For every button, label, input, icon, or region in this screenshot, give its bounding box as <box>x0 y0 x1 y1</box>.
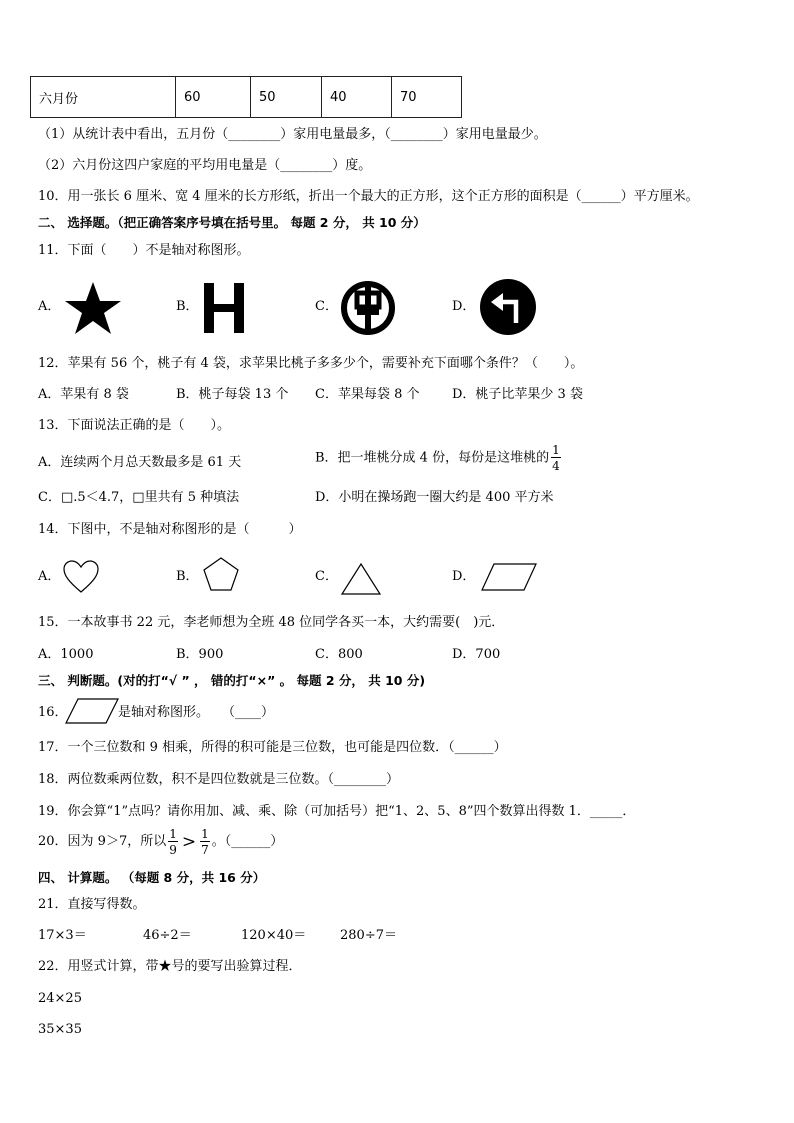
q21-item: 46÷2＝ <box>143 928 192 943</box>
q13-option-d: D．小明在操场跑一圈大约是 400 平方米 <box>315 490 554 505</box>
fraction-numerator: 1 <box>169 827 177 841</box>
q11-option-a: A． <box>38 299 61 314</box>
star-icon <box>60 280 126 336</box>
q12-stem: 12．苹果有 56 个，桃子有 4 袋，求苹果比桃子多多少个，需要补充下面哪个条件？（ ）。 <box>38 356 584 371</box>
q21-stem: 21．直接写得数。 <box>38 897 146 912</box>
q9-sub2: （2）六月份这四户家庭的平均用电量是（________）度。 <box>38 158 372 173</box>
fraction-denominator: 7 <box>201 843 209 857</box>
letter-h-icon <box>200 281 248 335</box>
q15-option-a: A．1000 <box>38 647 94 662</box>
table-cell: 70 <box>392 77 462 118</box>
fraction-numerator: 1 <box>201 827 209 841</box>
stat-table <box>30 76 462 118</box>
q15-stem: 15．一本故事书 22 元，李老师想为全班 48 位同学各买一本，大约需要( )元． <box>38 615 505 630</box>
fraction <box>168 828 178 856</box>
q15-option-c: C．800 <box>315 647 363 662</box>
fraction-denominator: 4 <box>552 459 560 473</box>
fraction-numerator: 1 <box>552 443 560 457</box>
q21-item: 280÷7＝ <box>340 928 397 943</box>
q22-item: 24×25 <box>38 991 82 1006</box>
q11-option-b: B． <box>176 299 199 314</box>
q11-stem: 11．下面（ ）不是轴对称图形。 <box>38 243 250 258</box>
q9-sub1: （1）从统计表中看出，五月份（________）家用电量最多，（________）家用电量最少。 <box>38 127 547 142</box>
q18-text: 18．两位数乘两位数，积不是四位数就是三位数。（________） <box>38 772 400 787</box>
q13-option-c: C．□.5＜4.7，□里共有 5 种填法 <box>38 490 240 505</box>
fraction-denominator: 9 <box>169 843 177 857</box>
q16-text: 是轴对称图形。 （____） <box>118 705 275 720</box>
q16-number: 16． <box>38 705 68 720</box>
parallelogram-icon <box>64 697 120 725</box>
q21-item: 17×3＝ <box>38 928 87 943</box>
bank-logo-icon <box>340 280 396 336</box>
q14-option-b: B． <box>176 569 199 584</box>
table-cell: 六月份 <box>31 77 176 118</box>
q22-item: 35×35 <box>38 1022 82 1037</box>
q12-option-d: D．桃子比苹果少 3 袋 <box>452 387 583 402</box>
q20-text <box>38 828 283 856</box>
q19-text: 19．你会算“1”点吗？请你用加、减、乘、除（可加括号）把“1、2、5、8”四个数算出得数 1．_____． <box>38 804 636 819</box>
fraction <box>200 828 210 856</box>
table-row <box>31 77 462 118</box>
q13-option-b <box>315 444 563 472</box>
section4-heading: 四、 计算题。 （每题 8 分，共 16 分） <box>38 870 266 885</box>
q21-item: 120×40＝ <box>241 928 307 943</box>
q13-option-a: A．连续两个月总天数最多是 61 天 <box>38 455 242 470</box>
table-cell: 60 <box>176 77 251 118</box>
section2-heading: 二、 选择题。（把正确答案序号填在括号里。 每题 2 分， 共 10 分） <box>38 215 426 230</box>
q14-option-a: A． <box>38 569 61 584</box>
fraction <box>551 444 561 472</box>
turn-left-arrow-icon <box>478 277 538 337</box>
q15-option-d: D．700 <box>452 647 501 662</box>
table-cell: 50 <box>251 77 322 118</box>
parallelogram-icon <box>480 562 538 592</box>
pentagon-icon <box>202 556 240 592</box>
q11-option-c: C． <box>315 299 338 314</box>
q14-stem: 14．下图中，不是轴对称图形的是（ ） <box>38 522 302 537</box>
q15-option-b: B．900 <box>176 647 224 662</box>
q12-option-c: C．苹果每袋 8 个 <box>315 387 420 402</box>
q13-stem: 13．下面说法正确的是（ ）。 <box>38 418 231 433</box>
q14-option-c: C． <box>315 569 338 584</box>
q10-text: 10．用一张长 6 厘米、宽 4 厘米的长方形纸，折出一个最大的正方形，这个正方形的面积是（______）平方厘米。 <box>38 189 699 204</box>
triangle-icon <box>340 562 382 596</box>
table-cell: 40 <box>322 77 392 118</box>
q13-option-b-text: B．把一堆桃分成 4 份，每份是这堆桃的 <box>315 450 550 466</box>
q20-prefix: 20．因为 9＞7，所以 <box>38 834 167 850</box>
q11-option-d: D． <box>452 299 476 314</box>
q20-suffix: 。（______） <box>211 834 284 850</box>
q14-option-d: D． <box>452 569 476 584</box>
q22-stem: 22．用竖式计算，带★号的要写出验算过程． <box>38 959 302 974</box>
heart-icon <box>62 559 100 595</box>
q12-option-b: B．桃子每袋 13 个 <box>176 387 289 402</box>
q17-text: 17．一个三位数和 9 相乘，所得的积可能是三位数，也可能是四位数．（______） <box>38 740 507 755</box>
greater-than-sign: > <box>181 831 197 852</box>
q12-option-a: A．苹果有 8 袋 <box>38 387 129 402</box>
section3-heading: 三、 判断题。(对的打“√ ” ， 错的打“×” 。 每题 2 分， 共 10 分) <box>38 673 426 688</box>
